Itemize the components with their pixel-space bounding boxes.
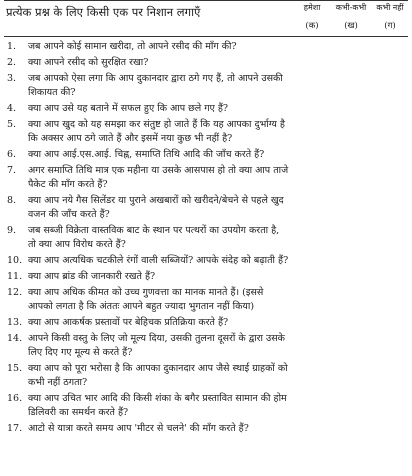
question-item — [4, 224, 408, 252]
question-number: 17. — [7, 423, 23, 434]
question-item — [4, 102, 408, 116]
column-mark: (क) — [305, 21, 319, 31]
question-item — [4, 316, 408, 330]
question-number: 5. — [7, 119, 17, 130]
question-number: 1. — [7, 41, 17, 52]
question-text: क्या आप उचित भार आदि की किसी शंका के बगैर प्रस्तावित सामान की होम डिलिवरी का समर्थन करते हैं? — [28, 393, 287, 418]
table-header — [4, 0, 408, 37]
question-text: क्या आपने रसीद को सुरक्षित रखा? — [28, 57, 149, 68]
column-label: हमेशा — [303, 3, 321, 12]
question-number: 2. — [7, 57, 17, 68]
question-item — [4, 332, 408, 360]
question-text: क्या आप अधिक कीमत को उच्च गुणवत्ता का मानक मानते हैं। (इससे आपको लगता है कि अंततः आपने बहुत ज्यादा भुगतान नहीं किया) — [28, 287, 264, 312]
column-mark: (ग) — [384, 21, 396, 31]
question-item — [4, 40, 408, 54]
question-text: जब आपने कोई सामान खरीदा, तो आपने रसीद की माँग की? — [28, 41, 237, 52]
question-text: क्या आप उसे यह बताने में सफल हुए कि आप छले गए हैं? — [28, 103, 229, 114]
question-number: 14. — [7, 333, 23, 344]
question-text: क्या आप खुद को यह समझा कर संतुष्ट हो जाते हैं कि यह आपका दुर्भाग्य है कि अक्सर आप ठगे जाते हैं और इसमें नया कुछ भी नहीं है? — [28, 119, 285, 144]
question-item — [4, 270, 408, 284]
question-number: 13. — [7, 317, 23, 328]
question-number: 7. — [7, 165, 17, 176]
question-text: अगर समाप्ति तिथि मात्र एक महीना या उसके आसपास हो तो क्या आप ताजे पैकेट की माँग करते हैं? — [28, 165, 289, 190]
question-number: 11. — [7, 271, 23, 282]
question-number: 3. — [7, 73, 17, 84]
question-text: क्या आप नये गैस सिलेंडर या पुराने अखबारों को खरीदने/बेचने से पहले खुद वजन की जाँच करते हैं? — [28, 195, 284, 220]
question-text: जब आपको ऐसा लगा कि आप दुकानदार द्वारा ठगे गए हैं, तो आपने उसकी शिकायत की? — [28, 73, 283, 98]
question-item — [4, 164, 408, 192]
question-text: आपने किसी वस्तु के लिए जो मूल्य दिया, उसकी तुलना दूसरों के द्वारा उसके लिए दिए गए मूल्य से करते हैं? — [28, 333, 285, 358]
question-number: 15. — [7, 363, 23, 374]
question-text: जब सब्जी विक्रेता वास्तविक बाट के स्थान पर पत्थरों का उपयोग करता है, तो क्या आप विरोध करते हैं? — [28, 225, 280, 250]
question-item — [4, 148, 408, 162]
question-text: आटो से यात्रा करते समय आप 'मीटर से चलने' की माँग करते हैं? — [28, 423, 249, 434]
question-number: 16. — [7, 393, 23, 404]
question-list — [4, 40, 408, 436]
question-item — [4, 286, 408, 314]
instruction-heading: प्रत्येक प्रश्न के लिए किसी एक पर निशान लगाएँ — [6, 5, 201, 19]
question-text: क्या आप आकर्षक प्रस्तावों पर बेहिचक प्रतिक्रिया करते हैं? — [28, 317, 229, 328]
question-number: 12. — [7, 287, 23, 298]
column-label: कभी-कभी — [335, 3, 367, 12]
question-number: 6. — [7, 149, 17, 160]
question-number: 4. — [7, 103, 17, 114]
column-header-sometimes — [331, 3, 371, 31]
question-item — [4, 362, 408, 390]
column-header-always — [292, 3, 332, 31]
question-text: क्या आप ब्रांड की जानकारी रखते हैं? — [28, 271, 156, 282]
question-text: क्या आप को पूरा भरोसा है कि आपका दुकानदार आप जैसे स्थाई ग्राहकों को कभी नहीं ठगता? — [28, 363, 288, 388]
question-number: 8. — [7, 195, 17, 206]
question-item — [4, 392, 408, 420]
question-item — [4, 254, 408, 268]
column-label: कभी नहीं — [376, 3, 404, 12]
question-number: 9. — [7, 225, 17, 236]
question-item — [4, 194, 408, 222]
question-item — [4, 118, 408, 146]
column-mark: (ख) — [344, 21, 358, 31]
question-text: क्या आप आई.एस.आई. चिह्न, समाप्ति तिथि आदि की जाँच करते हैं? — [28, 149, 265, 160]
question-text: क्या आप अत्यधिक चटकीले रंगों वाली सब्जियों? आपके संदेह को बढ़ाती हैं? — [28, 255, 289, 266]
question-item — [4, 72, 408, 100]
question-item — [4, 56, 408, 70]
question-item — [4, 422, 408, 436]
column-header-never — [370, 3, 410, 31]
question-number: 10. — [7, 255, 23, 266]
